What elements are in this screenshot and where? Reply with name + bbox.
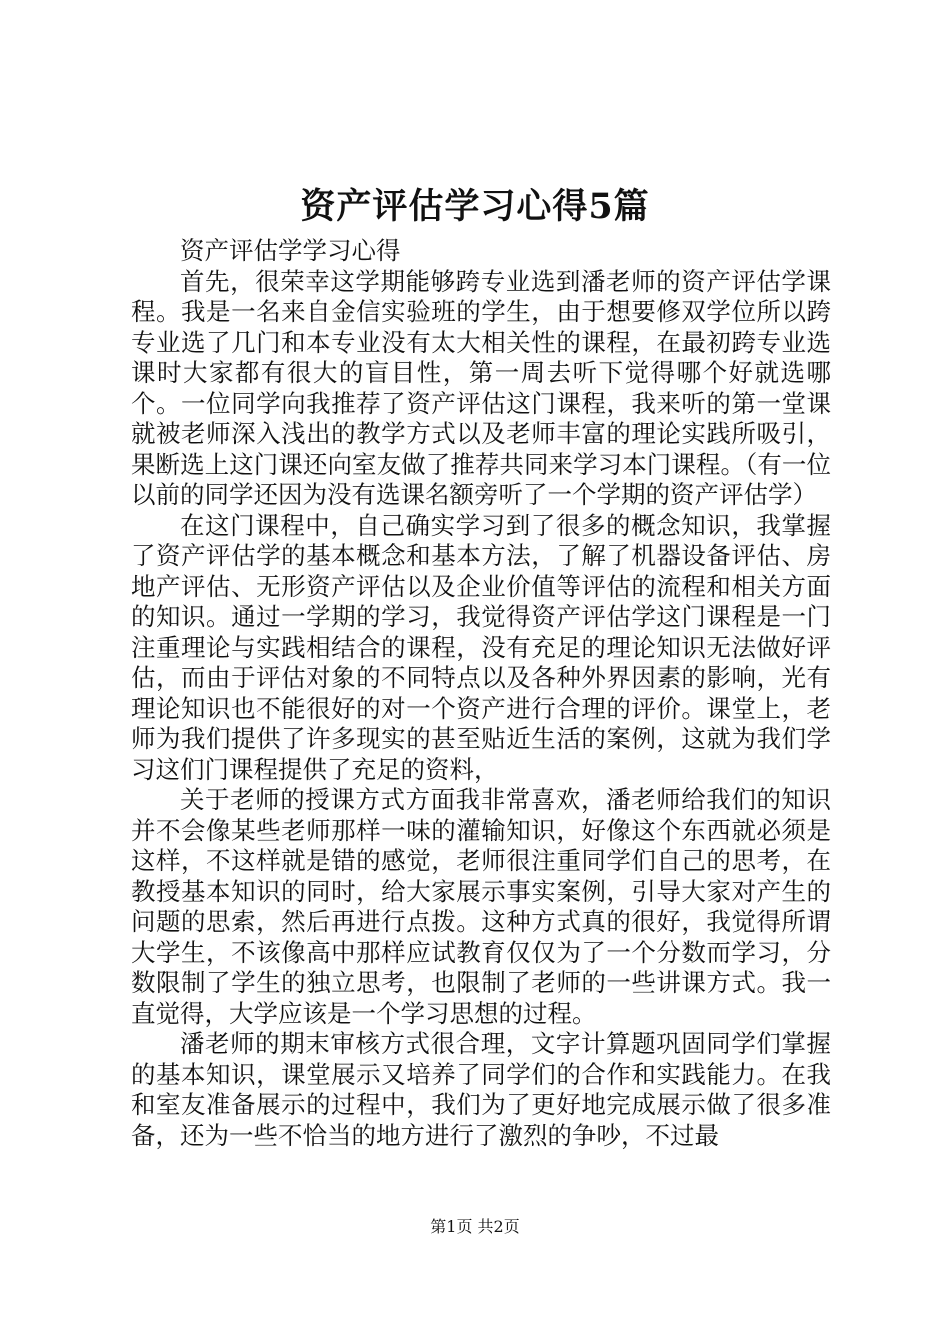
paragraph-subtitle: 资产评估学学习心得 [180, 236, 401, 265]
paragraph: 首先，很荣幸这学期能够跨专业选到潘老师的资产评估学课程。我是一名来自金信实验班的学生，由于想要修双学位所以跨专业选了几门和本专业没有太大相关性的课程，在最初跨专业选课时大家都有很大的盲目性，第一周去听下觉得哪个好就选哪个。一位同学向我推荐了资产评估这门课程，我来听的第一堂课就被老师深入浅出的教学方式以及老师丰富的理论实践所吸引，果断选上这门课还向室友做了推荐共同来学习本门课程。（有一位以前的同学还因为没有选课名额旁听了一个学期的资产评估学） [131, 266, 831, 509]
document-body [131, 236, 831, 1151]
paragraph: 潘老师的期末审核方式很合理，文字计算题巩固同学们掌握的基本知识，课堂展示又培养了同学们的合作和实践能力。在我和室友准备展示的过程中，我们为了更好地完成展示做了很多准备，还为一些不恰当的地方进行了激烈的争吵，不过最 [131, 1029, 831, 1150]
paragraph: 关于老师的授课方式方面我非常喜欢，潘老师给我们的知识并不会像某些老师那样一味的灌输知识，好像这个东西就必须是这样，不这样就是错的感觉，老师很注重同学们自己的思考，在教授基本知识的同时，给大家展示事实案例，引导大家对产生的问题的思索，然后再进行点拨。这种方式真的很好，我觉得所谓大学生，不该像高中那样应试教育仅仅为了一个分数而学习，分数限制了学生的独立思考，也限制了老师的一些讲课方式。我一直觉得，大学应该是一个学习思想的过程。 [131, 785, 831, 1028]
page-footer: 第1页 共2页 [430, 1217, 520, 1236]
document-title: 资产评估学习心得5篇 [300, 186, 650, 227]
paragraph: 在这门课程中，自己确实学习到了很多的概念知识，我掌握了资产评估学的基本概念和基本方法，了解了机器设备评估、房地产评估、无形资产评估以及企业价值等评估的流程和相关方面的知识。通过一学期的学习，我觉得资产评估学这门课程是一门注重理论与实践相结合的课程，没有充足的理论知识无法做好评估，而由于评估对象的不同特点以及各种外界因素的影响，光有理论知识也不能很好的对一个资产进行合理的评价。课堂上，老师为我们提供了许多现实的甚至贴近生活的案例，这就为我们学习这们门课程提供了充足的资料， [131, 510, 831, 784]
